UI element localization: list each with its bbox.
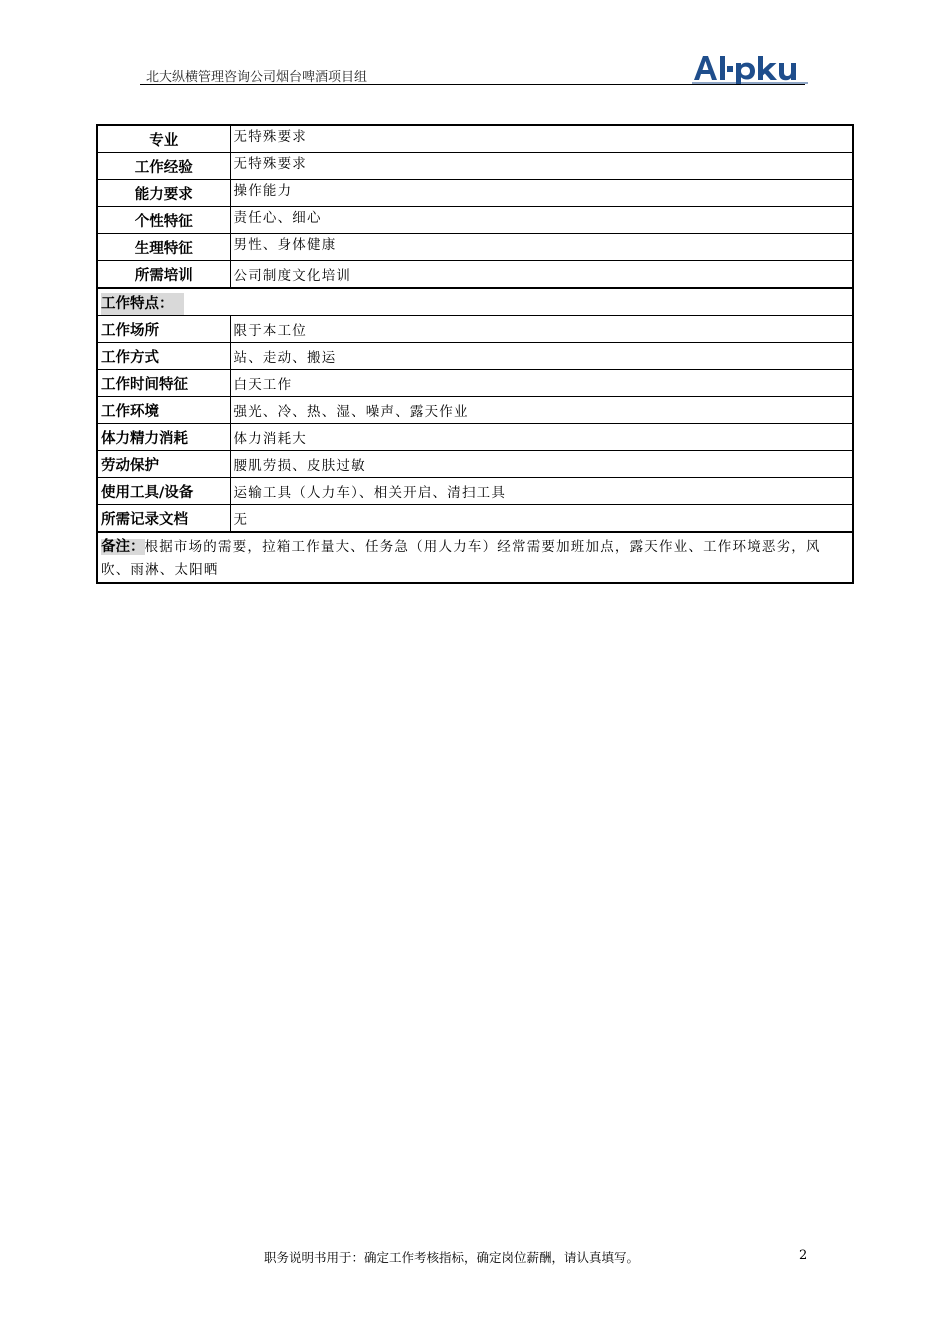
table-row: [97, 180, 853, 207]
table-row: [97, 316, 853, 343]
row-value: 操作能力: [230, 180, 853, 207]
row-value: 腰肌劳损、皮肤过敏: [230, 451, 853, 478]
row-value: 强光、冷、热、湿、噪声、露天作业: [230, 397, 853, 424]
row-label: 能力要求: [97, 180, 230, 207]
row-label: 工作时间特征: [97, 370, 230, 397]
row-value: 白天工作: [230, 370, 853, 397]
table-row: [97, 424, 853, 451]
header-company-name: 北大纵横管理咨询公司烟台啤酒项目组: [146, 70, 368, 85]
row-label: 所需培训: [97, 261, 230, 289]
table-row: [97, 370, 853, 397]
note-row: [97, 532, 853, 583]
note-text: 根据市场的需要，拉箱工作量大、任务急（用人力车）经常需要加班加点，露天作业、工作环境恶劣，风吹、雨淋、太阳晒: [101, 539, 821, 578]
row-label: 体力精力消耗: [97, 424, 230, 451]
job-description-table: [96, 124, 854, 584]
row-value: 无特殊要求: [230, 125, 853, 153]
footer-instruction: 职务说明书用于：确定工作考核指标，确定岗位薪酬，请认真填写。: [264, 1250, 640, 1265]
company-logo: [692, 52, 808, 84]
row-value: 责任心、细心: [230, 207, 853, 234]
row-value: 男性、身体健康: [230, 234, 853, 261]
row-value: 运输工具（人力车）、相关开启、清扫工具: [230, 478, 853, 505]
table-row: [97, 207, 853, 234]
table-row: [97, 505, 853, 533]
table-row: [97, 478, 853, 505]
row-value: 公司制度文化培训: [230, 261, 853, 289]
row-value: 无特殊要求: [230, 153, 853, 180]
row-label: 工作环境: [97, 397, 230, 424]
row-value: 无: [230, 505, 853, 533]
table-row: [97, 343, 853, 370]
row-label: 生理特征: [97, 234, 230, 261]
row-label: 劳动保护: [97, 451, 230, 478]
row-label: 使用工具/设备: [97, 478, 230, 505]
table-row: [97, 451, 853, 478]
row-label: 工作经验: [97, 153, 230, 180]
row-label: 工作场所: [97, 316, 230, 343]
row-label: 工作方式: [97, 343, 230, 370]
table-row: [97, 153, 853, 180]
row-value: 体力消耗大: [230, 424, 853, 451]
note-label: 备注：: [101, 539, 145, 555]
row-label: 所需记录文档: [97, 505, 230, 533]
row-value: 限于本工位: [230, 316, 853, 343]
table-row: [97, 397, 853, 424]
row-label: 个性特征: [97, 207, 230, 234]
page-number: 2: [799, 1248, 808, 1263]
header-divider: [140, 84, 805, 85]
row-value: 站、走动、搬运: [230, 343, 853, 370]
table-row: [97, 261, 853, 289]
table-row: [97, 125, 853, 153]
section-header-row: [97, 288, 853, 316]
table-row: [97, 234, 853, 261]
section-title: 工作特点：: [101, 293, 184, 315]
row-label: 专业: [97, 125, 230, 153]
